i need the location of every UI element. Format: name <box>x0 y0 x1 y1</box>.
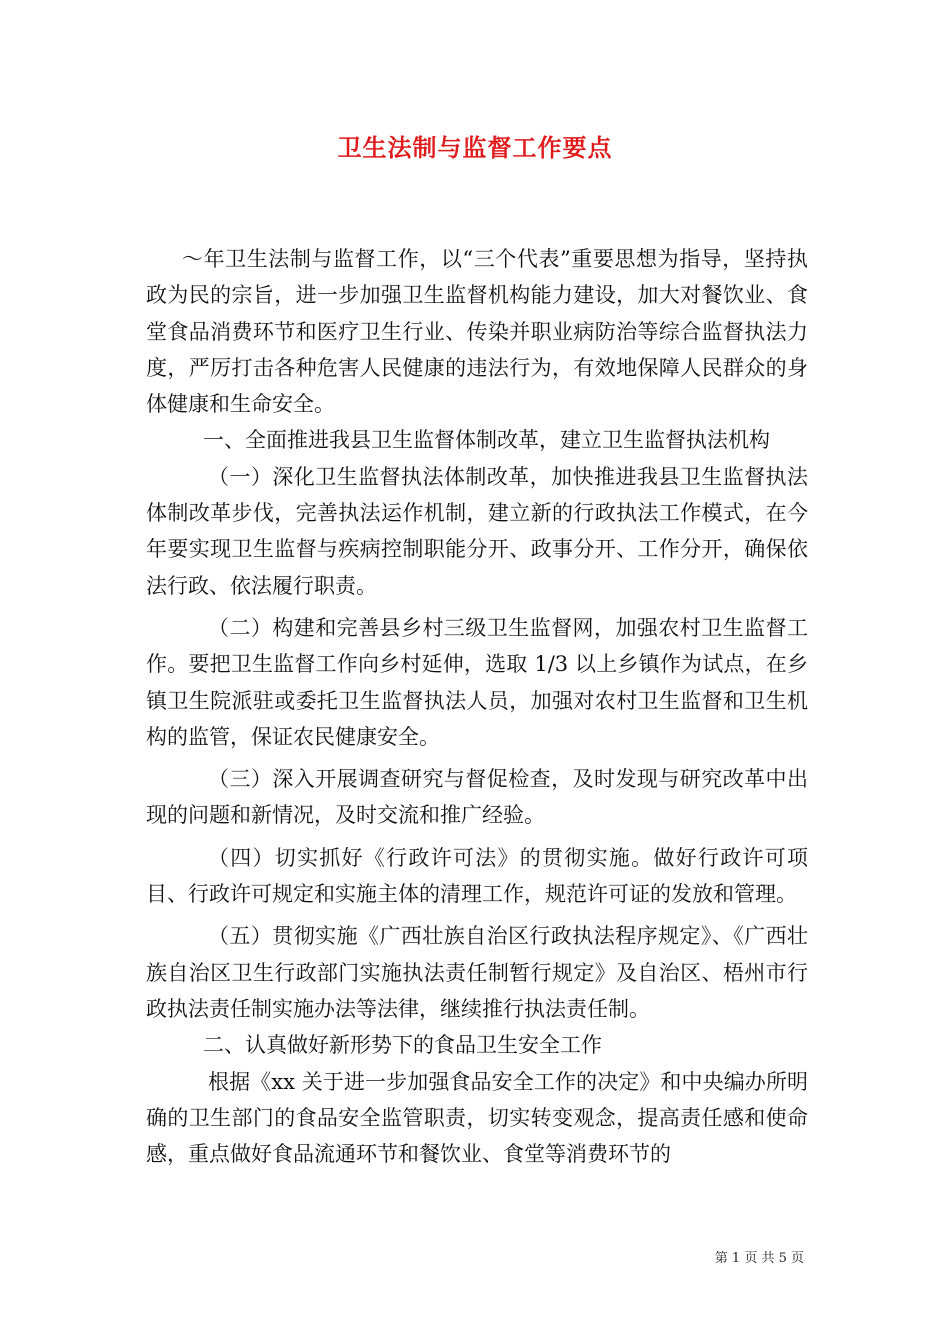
document-body <box>146 241 808 1172</box>
subsection-1-paragraph: （一）深化卫生监督执法体制改革，加快推进我县卫生监督执法体制改革步伐，完善执法运作机制，建立新的行政执法工作模式，在今年要实现卫生监督与疾病控制职能分开、政事分开、工作分开，确保依法行政、依法履行职责。 <box>146 464 808 598</box>
subsection-2-paragraph: （二）构建和完善县乡村三级卫生监督网，加强农村卫生监督工作。要把卫生监督工作向乡村延伸，选取 1/3 以上乡镇作为试点，在乡镇卫生院派驻或委托卫生监督执法人员，加强对农村卫生监督和卫生机构的监管，保证农民健康安全。 <box>146 615 808 749</box>
subsection-3-paragraph: （三）深入开展调查研究与督促检查，及时发现与研究改革中出现的问题和新情况，及时交流和推广经验。 <box>146 767 808 828</box>
section-heading-2: 二、认真做好新形势下的食品卫生安全工作 <box>203 1033 602 1058</box>
document-title: 卫生法制与监督工作要点 <box>337 133 613 162</box>
page-number: 第 1 页 共 5 页 <box>714 1251 804 1266</box>
subsection-5-paragraph: （五）贯彻实施《广西壮族自治区行政执法程序规定》、《广西壮族自治区卫生行政部门实施执法责任制暂行规定》及自治区、梧州市行政执法责任制实施办法等法律，继续推行执法责任制。 <box>146 924 808 1021</box>
subsection-4-paragraph: （四）切实抓好《行政许可法》的贯彻实施。做好行政许可项目、行政许可规定和实施主体的清理工作，规范许可证的发放和管理。 <box>146 845 808 907</box>
intro-paragraph: ～年卫生法制与监督工作，以“三个代表”重要思想为指导，坚持执政为民的宗旨，进一步加强卫生监督机构能力建设，加大对餐饮业、食堂食品消费环节和医疗卫生行业、传染并职业病防治等综合监督执法力度，严厉打击各种危害人民健康的违法行为，有效地保障人民群众的身体健康和生命安全。 <box>146 247 808 417</box>
section-2-paragraph: 根据《xx 关于进一步加强食品安全工作的决定》和中央编办所明确的卫生部门的食品安全监管职责，切实转变观念，提高责任感和使命感，重点做好食品流通环节和餐饮业、食堂等消费环节的 <box>146 1069 808 1167</box>
section-heading-1: 一、全面推进我县卫生监督体制改革，建立卫生监督执法机构 <box>203 428 770 453</box>
